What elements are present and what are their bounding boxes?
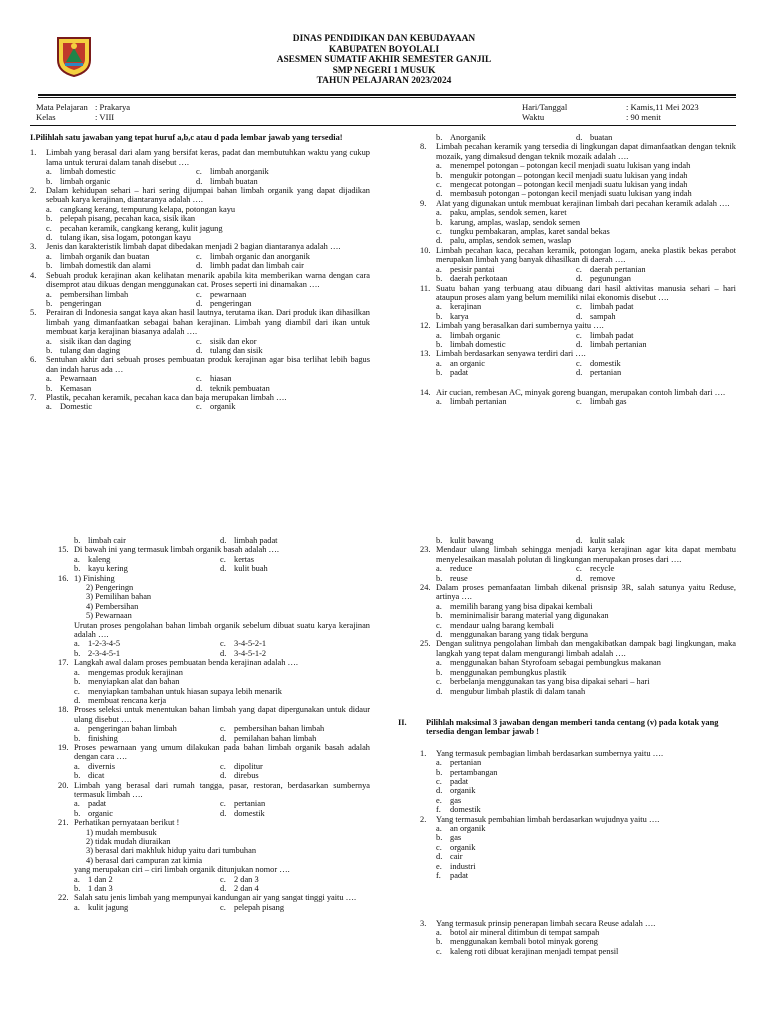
option: a. kaleng (74, 554, 111, 564)
meta-rule (30, 125, 736, 126)
option: a. sisik ikan dan daging (46, 336, 131, 346)
option: a. 1-2-3-4-5 (74, 639, 121, 649)
exam-meta-right (522, 103, 699, 123)
option: a. 1 dan 2 (74, 874, 113, 884)
question-8-options (420, 161, 736, 199)
option: d. kulit buah (220, 564, 268, 574)
s2-question-2: 2. Yang termasuk pembahian limbah berdasarkan wujudnya yaitu …. (420, 814, 660, 824)
question-16-step: 2) Pengeringn (86, 583, 134, 593)
question-22-options (58, 903, 370, 912)
question-7-options-cont (58, 536, 370, 545)
question-16: 16. 1) Finishing (58, 573, 115, 583)
option: b. menggunakan kembali botol minyak goreng (436, 937, 598, 947)
option: a. menempel potongan – potongan kecil menjadi suatu lukisan yang indah (436, 161, 691, 171)
question-16-stem: Urutan proses pengolahan bahan limbah organik sebelum dibuat suatu karya kerajinan adalah …. (74, 620, 370, 640)
option: a. reduce (436, 564, 473, 574)
option: a. limbah organic (436, 330, 501, 340)
option: b. Anorganik (436, 133, 486, 142)
option: d. mengubur limbah plastik di dalam tanah (436, 686, 586, 696)
option: b. reuse (436, 573, 468, 583)
date-label: Hari/Tanggal (522, 102, 568, 112)
option: c. dipolitur (220, 761, 263, 771)
option: d. direbus (220, 771, 259, 781)
question-15: 15. Di bawah ini yang termasuk limbah organik basah adalah …. (58, 545, 279, 555)
question-1: 1. Limbah yang berasal dari alam yang bersifat keras, padat dan membutuhkan waktu yang cukup lama untuk terurai dalam tanah disebut …. (30, 148, 370, 167)
question-17-options (58, 668, 370, 706)
option: c. menyiapkan tambahan untuk hiasan supaya lebih menarik (74, 686, 282, 696)
option: d. pertanian (576, 368, 622, 378)
question-5: 5. Perairan di Indonesia sangat kaya akan hasil lautnya, terutama ikan. Dari produk ikan dihasilkan limbah yang dimanfaatkan sebagai bahan kerajinan. Limbah yang diambil dari ikan untuk membuat karja kerajinan biasanya adalah …. (30, 308, 370, 337)
question-23: 23. Mendaur ulang limbah sehingga menjadi karya kerajinan agar kita dapat membatu menyelesaikan masalah polutan di lingkungan merupakan proses dari …. (420, 545, 736, 564)
option: d. domestik (220, 808, 265, 818)
option: c. kaleng roti dibuat kerajinan menjadi tempat pensil (436, 946, 619, 956)
question-11-options (420, 302, 736, 321)
option: d. tulang dan sisik (196, 345, 263, 355)
option: c. organik (196, 402, 236, 412)
option: a. botol air mineral ditimbun di tempat sampah (436, 927, 600, 937)
option: c. limbah organic dan anorganik (196, 251, 310, 261)
question-24-options (420, 602, 736, 640)
s2-question-3: 3. Yang termasuk prinsip penerapan limbah secara Reuse adalah …. (420, 918, 656, 928)
left-column-bottom (58, 536, 370, 912)
option: d. organik (436, 786, 476, 796)
question-24: 24. Dalam proses pemanfaatan limbah dikenal prisnsip 3R, salah satunya yaitu Reduse, artinya …. (420, 583, 736, 602)
question-14-options-cont (420, 536, 736, 545)
option: a. mengemas produk kerajinan (74, 667, 183, 677)
option: d. sampah (576, 311, 616, 321)
option: a. pesisir pantai (436, 264, 495, 274)
option: d. tulang ikan, sisa logam, potongan kayu (46, 233, 191, 243)
question-13-options (420, 359, 736, 378)
option: b. dicat (74, 771, 105, 781)
option: d. palu, amplas, sendok semen, waslap (436, 236, 572, 246)
s2-question-1-options (420, 758, 736, 814)
option: c. pelepah pisang (220, 902, 285, 912)
question-22: 22. Salah satu jenis limbah yang mempunyai kandungan air yang sangat tinggi yaitu …. (58, 893, 357, 903)
option: d. cair (436, 852, 463, 862)
option: e. gas (436, 795, 462, 805)
question-16-step: 4) Pembersihan (86, 601, 139, 611)
question-3-options (30, 252, 370, 271)
question-7: 7. Plastik, pecahan keramik, pecahan kaca dan baja merupakan limbah …. (30, 392, 287, 402)
question-19: 19. Proses pewarnaan yang umum dilakukan pada bahan limbah organik basah adalah dengan cara …. (58, 742, 370, 762)
option: c. limbah padat (576, 330, 634, 340)
right-column-bottom (420, 536, 736, 696)
question-10: 10. Limbah pecahan kaca, pecahan keramik, potongan logam, aneka plastik bekas perabot merupakan limbah yang banyak dihasilkan di daerah …. (420, 245, 736, 265)
question-21-statement: 1) mudah membusuk (86, 827, 157, 837)
header-rule-thin (38, 97, 736, 98)
option: a. memilih barang yang bisa dipakai kembali (436, 601, 593, 611)
question-19-options (58, 762, 370, 781)
option: c. berbelanja menggunakan tas yang bisa dipakai sehari – hari (436, 677, 650, 687)
question-2: 2. Dalam kehidupan sehari – hari sering dijumpai bahan limbah organik yang dapat dijadikan sebuah karya kerajinan, diantaranya adalah …. (30, 186, 370, 205)
option: d. 2 dan 4 (220, 884, 259, 894)
option: c. mengecat potongan – potongan kecil menjadi suatu lukisan yang indah (436, 180, 688, 190)
option: c. limbah gas (576, 396, 627, 406)
question-25: 25. Dengan sulitnya pengolahan limbah dan mengakibatkan dampak bagi lingkungan, maka langkah yang tepat dalam mengurangi limbah adalah …. (420, 639, 736, 658)
option: a. pengeringan bahan limbah (74, 724, 177, 734)
s2-question-3-options (420, 928, 736, 956)
option: b. kulit bawang (436, 536, 494, 545)
question-21-statement: 3) berasal dari makhluk hidup yaitu dari tumbuhan (86, 846, 257, 856)
option: d. remove (576, 573, 616, 583)
question-18: 18. Proses seleksi untuk menentukan bahan limbah yang dapat dipergunakan untuk didaur ulang disebut …. (58, 705, 370, 724)
s2-question-2-options (420, 824, 736, 880)
class-value: : VIII (95, 111, 115, 122)
option: c. hiasan (196, 374, 232, 384)
option: b. tulang dan daging (46, 345, 121, 355)
question-9: 9. Alat yang digunakan untuk membuat kerajinan limbah dari pecahan keramik adalah …. (420, 198, 730, 208)
option: d. limbah buatan (196, 176, 258, 186)
option: b. organic (74, 808, 113, 818)
question-14-options (420, 397, 736, 406)
left-column-top (30, 133, 370, 412)
option: b. gas (436, 833, 462, 843)
document-header (0, 34, 768, 87)
option: c. daerah pertanian (576, 264, 646, 274)
option: b. limbah domestik dan alami (46, 261, 151, 271)
option: c. sisik dan ekor (196, 336, 257, 346)
header-line: KABUPATEN BOYOLALI (328, 44, 440, 55)
option: a. pertanian (436, 758, 482, 768)
option: a. paku, amplas, sendok semen, karet (436, 208, 567, 218)
option: a. limbah pertanian (436, 396, 507, 406)
option: c. recycle (576, 564, 615, 574)
option: d. membasuh potongan – potongan kecil menjadi suatu lukisan yang indah (436, 189, 692, 199)
question-4-options (30, 290, 370, 309)
option: f. domestik (436, 805, 481, 815)
header-line: TAHUN PELAJARAN 2023/2024 (316, 76, 452, 87)
option: c. padat (436, 777, 469, 787)
option: a. padat (74, 799, 107, 809)
question-4: 4. Sebuah produk kerajinan akan kelihatan menarik apabila kita memberikan warna dengan cara disemprot atau dikuas dengan menggunakan cat. Proses seperti ini dinamakan …. (30, 270, 370, 290)
question-2-options (30, 205, 370, 243)
header-rule (38, 94, 736, 96)
exam-meta-left (36, 103, 130, 123)
option: b. pelepah pisang, pecahan kaca, sisik ikan (46, 214, 196, 224)
header-line: SMP NEGERI 1 MUSUK (332, 65, 436, 76)
question-7-options-cont (420, 133, 736, 142)
option: a. kulit jagung (74, 902, 129, 912)
class-label: Kelas (36, 111, 56, 122)
option: a. an organic (436, 358, 485, 368)
option: b. padat (436, 368, 469, 378)
question-12-options (420, 331, 736, 350)
option: a. Pewarnaan (46, 374, 97, 384)
option: d. teknik pembuatan (196, 383, 270, 393)
option: d. kulit salak (576, 536, 625, 545)
question-17: 17. Langkah awal dalam proses pembuatan benda kerajinan adalah …. (58, 658, 298, 668)
option: d. buatan (576, 133, 613, 142)
section-2-heading (398, 718, 736, 737)
option: c. pembersihan bahan limbah (220, 724, 325, 734)
question-7-options (30, 402, 370, 411)
question-9-options (420, 208, 736, 246)
s2-question-1: 1. Yang termasuk pembagian limbah berdasarkan sumbernya yaitu …. (420, 748, 664, 758)
question-12: 12. Limbah yang berasalkan dari sumbernya yaitu …. (420, 321, 604, 331)
option: c. 3-4-5-2-1 (220, 639, 267, 649)
option: a. cangkang kerang, tempurung kelapa, potongan kayu (46, 204, 236, 214)
option: e. industri (436, 861, 476, 871)
question-3: 3. Jenis dan karakteristik limbah dapat dibedakan menjadi 2 bagian diantaranya adalah …. (30, 242, 341, 252)
option: d. limbah pertanian (576, 339, 647, 349)
option: b. 2-3-4-5-1 (74, 648, 121, 658)
option: c. 2 dan 3 (220, 874, 259, 884)
option: d. limbah padat (220, 536, 278, 545)
option: d. pengeringan (196, 298, 252, 308)
question-16-step: 3) Pemilihan bahan (86, 592, 152, 602)
option: c. pertanian (220, 799, 266, 809)
option: d. 3-4-5-1-2 (220, 648, 267, 658)
option: b. kayu kering (74, 564, 128, 574)
question-21-options (58, 875, 370, 894)
option: b. limbah domestic (436, 339, 506, 349)
option: a. limbah domestic (46, 167, 116, 177)
time-value: : 90 menit (626, 111, 661, 122)
question-6: 6. Sentuhan akhir dari sebuah proses pembuatan produk kerajinan agar bisa terlihat lebih bagus dan indah harus ada … (30, 355, 370, 374)
question-5-options (30, 337, 370, 356)
option: a. Domestic (46, 402, 93, 412)
option: d. menggunakan barang yang tidak berguna (436, 630, 588, 640)
option: b. pertambangan (436, 767, 498, 777)
question-16-options (58, 639, 370, 658)
question-16-step: 5) Pewarnaan (86, 611, 132, 621)
option: d. pegunungan (576, 274, 631, 284)
section-1-title: I.Pilihlah satu jawaban yang tepat huruf a,b,c atau d pada lembar jawab yang tersedia! (30, 133, 343, 142)
option: a. limbah organik dan buatan (46, 251, 150, 261)
option: b. Kemasan (46, 383, 92, 393)
option: c. pewarnaan (196, 289, 247, 299)
option: b. menyiapkan alat dan bahan (74, 677, 180, 687)
question-10-options (420, 265, 736, 284)
question-18-options (58, 724, 370, 743)
option: b. daerah perkotaan (436, 274, 508, 284)
option: a. an organik (436, 824, 486, 834)
question-11: 11. Suatu bahan yang terbuang atau dibuang dari hasil aktivitas manusia sehari – hari ataupun proses alam yang belum memiliki nilai ekonomis disebut …. (420, 283, 736, 302)
option: a. kerajinan (436, 302, 482, 312)
option: b. karya (436, 311, 469, 321)
option: a. divernis (74, 761, 115, 771)
question-20-options (58, 799, 370, 818)
option: d. pemilahan bahan limbah (220, 733, 317, 743)
option: d. membuat rencana kerja (74, 695, 167, 705)
option: b. menggunakan pembungkus plastik (436, 667, 567, 677)
question-1-options (30, 167, 370, 186)
option: c. organik (436, 842, 476, 852)
option: a. pembersihan limbah (46, 289, 129, 299)
right-column-top (420, 133, 736, 406)
option: c. domestik (576, 358, 621, 368)
question-14: 14. Air cucian, rembesan AC, minyak goreng buangan, merupakan contoh limbah dari …. (420, 387, 726, 397)
option: f. padat (436, 871, 469, 881)
question-13: 13. Limbah berdasarkan senyawa terdiri dari …. (420, 349, 586, 359)
option: b. karung, amplas, waslap, sendok semen (436, 217, 581, 227)
option: c. mendaur ualng barang kembali (436, 620, 554, 630)
subject-label: Mata Pelajaran (36, 102, 88, 112)
option: c. limbah padat (576, 302, 634, 312)
option: a. menggunakan bahan Styrofoam sebagai pembungkus makanan (436, 658, 661, 668)
section-2 (398, 718, 736, 956)
question-21-statement: 4) berasal dari campuran zat kimia (86, 855, 203, 865)
option: c. tungku pembakaran, amplas, karet sandal bekas (436, 227, 610, 237)
question-23-options (420, 564, 736, 583)
question-15-options (58, 555, 370, 574)
option: b. meminimalisir barang material yang digunakan (436, 611, 609, 621)
section-2-questions (398, 749, 736, 956)
section-2-number: II. (398, 718, 407, 727)
option: c. pecahan keramik, cangkang kerang, kulit jagung (46, 223, 223, 233)
section-2-title: Pilihlah maksimal 3 jawaban dengan memberi tanda centang (v) pada kotak yang tersedia dengan lembar jawab ! (426, 718, 719, 737)
option: b. finishing (74, 733, 118, 743)
question-25-options (420, 658, 736, 696)
question-6-options (30, 374, 370, 393)
question-20: 20. Limbah yang berasal dari rumah tangga, pasar, restoran, berdasarkan sumbernya termasuk limbah …. (58, 780, 370, 799)
header-line: ASESMEN SUMATIF AKHIR SEMESTER GANJIL (276, 55, 492, 66)
subject-value: : Prakarya (95, 102, 131, 112)
date-value: : Kamis,11 Mei 2023 (626, 102, 699, 112)
option: c. limbah anorganik (196, 167, 269, 177)
option: b. 1 dan 3 (74, 884, 113, 894)
question-21-stem: yang merupakan ciri – ciri limbah organik ditunjukan nomor …. (74, 865, 290, 875)
time-label: Waktu (522, 111, 545, 122)
option: b. mengukir potongan – potongan kecil menjadi suatu lukisan yang indah (436, 170, 688, 180)
option: d. limbh padat dan limbah cair (196, 261, 304, 271)
header-line: DINAS PENDIDIKAN DAN KEBUDAYAAN (292, 34, 476, 44)
option: b. pengeringan (46, 298, 102, 308)
option: b. limbah organic (46, 176, 111, 186)
option: b. limbah cair (74, 536, 126, 545)
question-21: 21. Perhatikan pernyataan berikut ! (58, 818, 180, 828)
question-21-statement: 2) tidak mudah diuraikan (86, 837, 171, 846)
option: c. kertas (220, 554, 254, 564)
question-8: 8. Limbah pecahan keramik yang tersedia di lingkungan dapat dimanfaatkan dengan teknik mozaik, yang dimaksud dengan teknik mozaik adalah …. (420, 142, 736, 161)
